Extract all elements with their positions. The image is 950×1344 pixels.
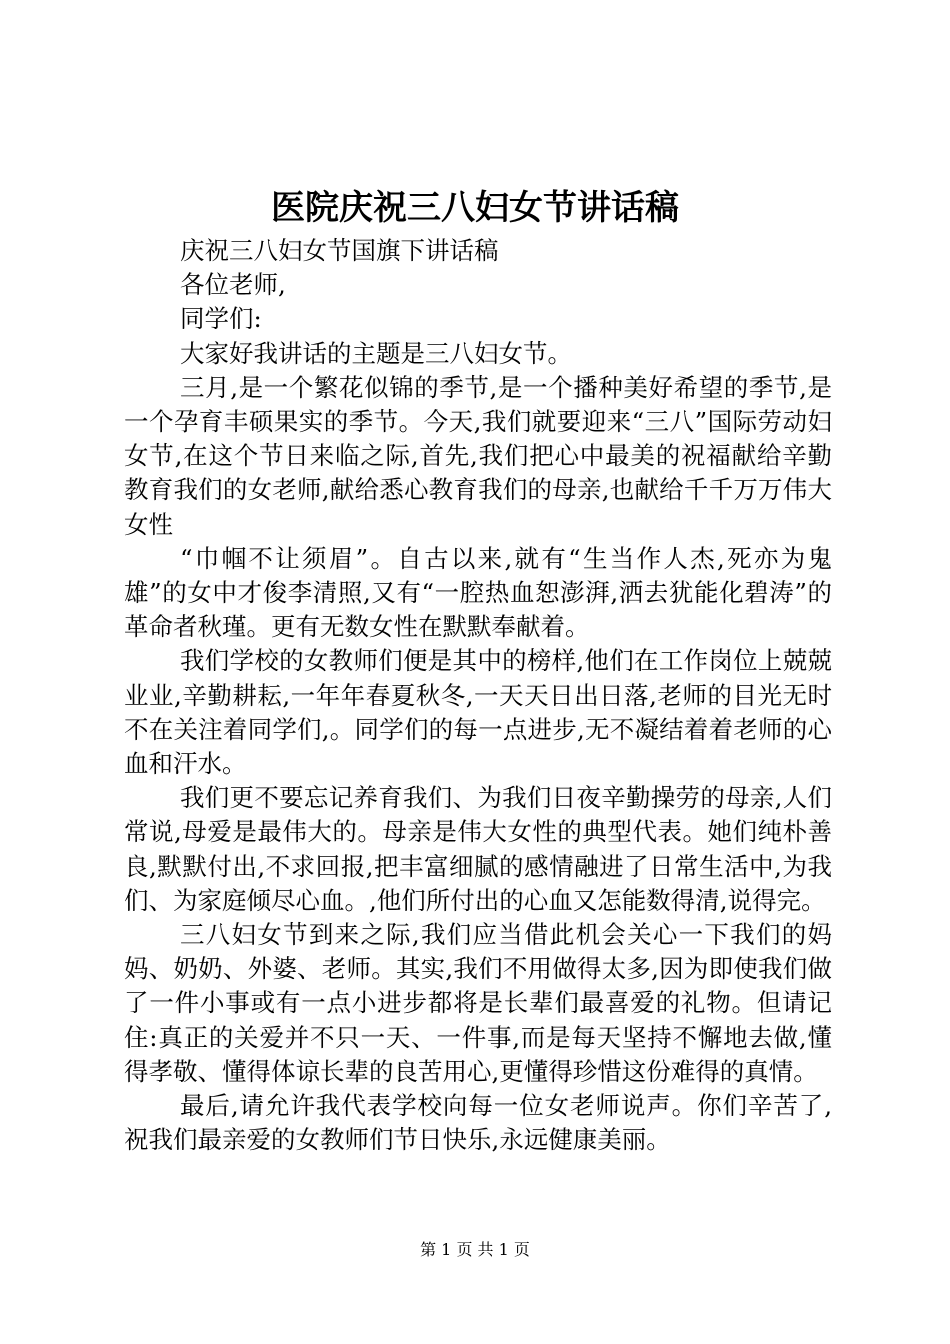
salutation-students: 同学们: xyxy=(180,304,262,334)
speech-heading: 庆祝三八妇女节国旗下讲话稿 xyxy=(180,236,499,265)
body-paragraph: 我们更不要忘记养育我们、为我们日夜辛勤操劳的母亲,人们常说,母爱是最伟大的。母亲是伟大女性的典型代表。她们纯朴善良,默默付出,不求回报,把丰富细腻的感情融进了日常生活中,为我们、为家庭倾尽心血。,他们所付出的心血又怎能数得清,说得完。 xyxy=(124,783,832,915)
salutation-teachers: 各位老师, xyxy=(180,270,286,300)
body-paragraph: “巾帼不让须眉”。自古以来,就有“生当作人杰,死亦为鬼雄”的女中才俊李清照,又有“一腔热血恕澎湃,洒去犹能化碧涛”的革命者秋瑾。更有无数女性在默默奉献着。 xyxy=(124,543,832,642)
body-paragraph: 三八妇女节到来之际,我们应当借此机会关心一下我们的妈妈、奶奶、外婆、老师。其实,我们不用做得太多,因为即使我们做了一件小事或有一点小进步都将是长辈们最喜爱的礼物。但请记住:真正的关爱并不只一天、一件事,而是每天坚持不懈地去做,懂得孝敬、懂得体谅长辈的良苦用心,更懂得珍惜这份难得的真情。 xyxy=(124,920,832,1086)
document-body xyxy=(124,234,832,1157)
document-title: 医院庆祝三八妇女节讲话稿 xyxy=(271,188,679,228)
closing-paragraph: 最后,请允许我代表学校向每一位女老师说声。你们辛苦了,祝我们最亲爱的女教师们节日快乐,永远健康美丽。 xyxy=(124,1091,832,1155)
page-number-footer: 第 1 页 共 1 页 xyxy=(420,1240,530,1259)
body-paragraph: 我们学校的女教师们便是其中的榜样,他们在工作岗位上兢兢业业,辛勤耕耘,一年年春夏秋冬,一天天日出日落,老师的目光无时不在关注着同学们,。同学们的每一点进步,无不凝结着着老师的心血和汗水。 xyxy=(124,646,832,779)
body-paragraph: 三月,是一个繁花似锦的季节,是一个播种美好希望的季节,是一个孕育丰硕果实的季节。今天,我们就要迎来“三八”国际劳动妇女节,在这个节日来临之际,首先,我们把心中最美的祝福献给辛勤教育我们的女老师,献给悉心教育我们的母亲,也献给千千万万伟大女性 xyxy=(124,372,832,539)
body-paragraph: 大家好我讲话的主题是三八妇女节。 xyxy=(180,338,572,368)
